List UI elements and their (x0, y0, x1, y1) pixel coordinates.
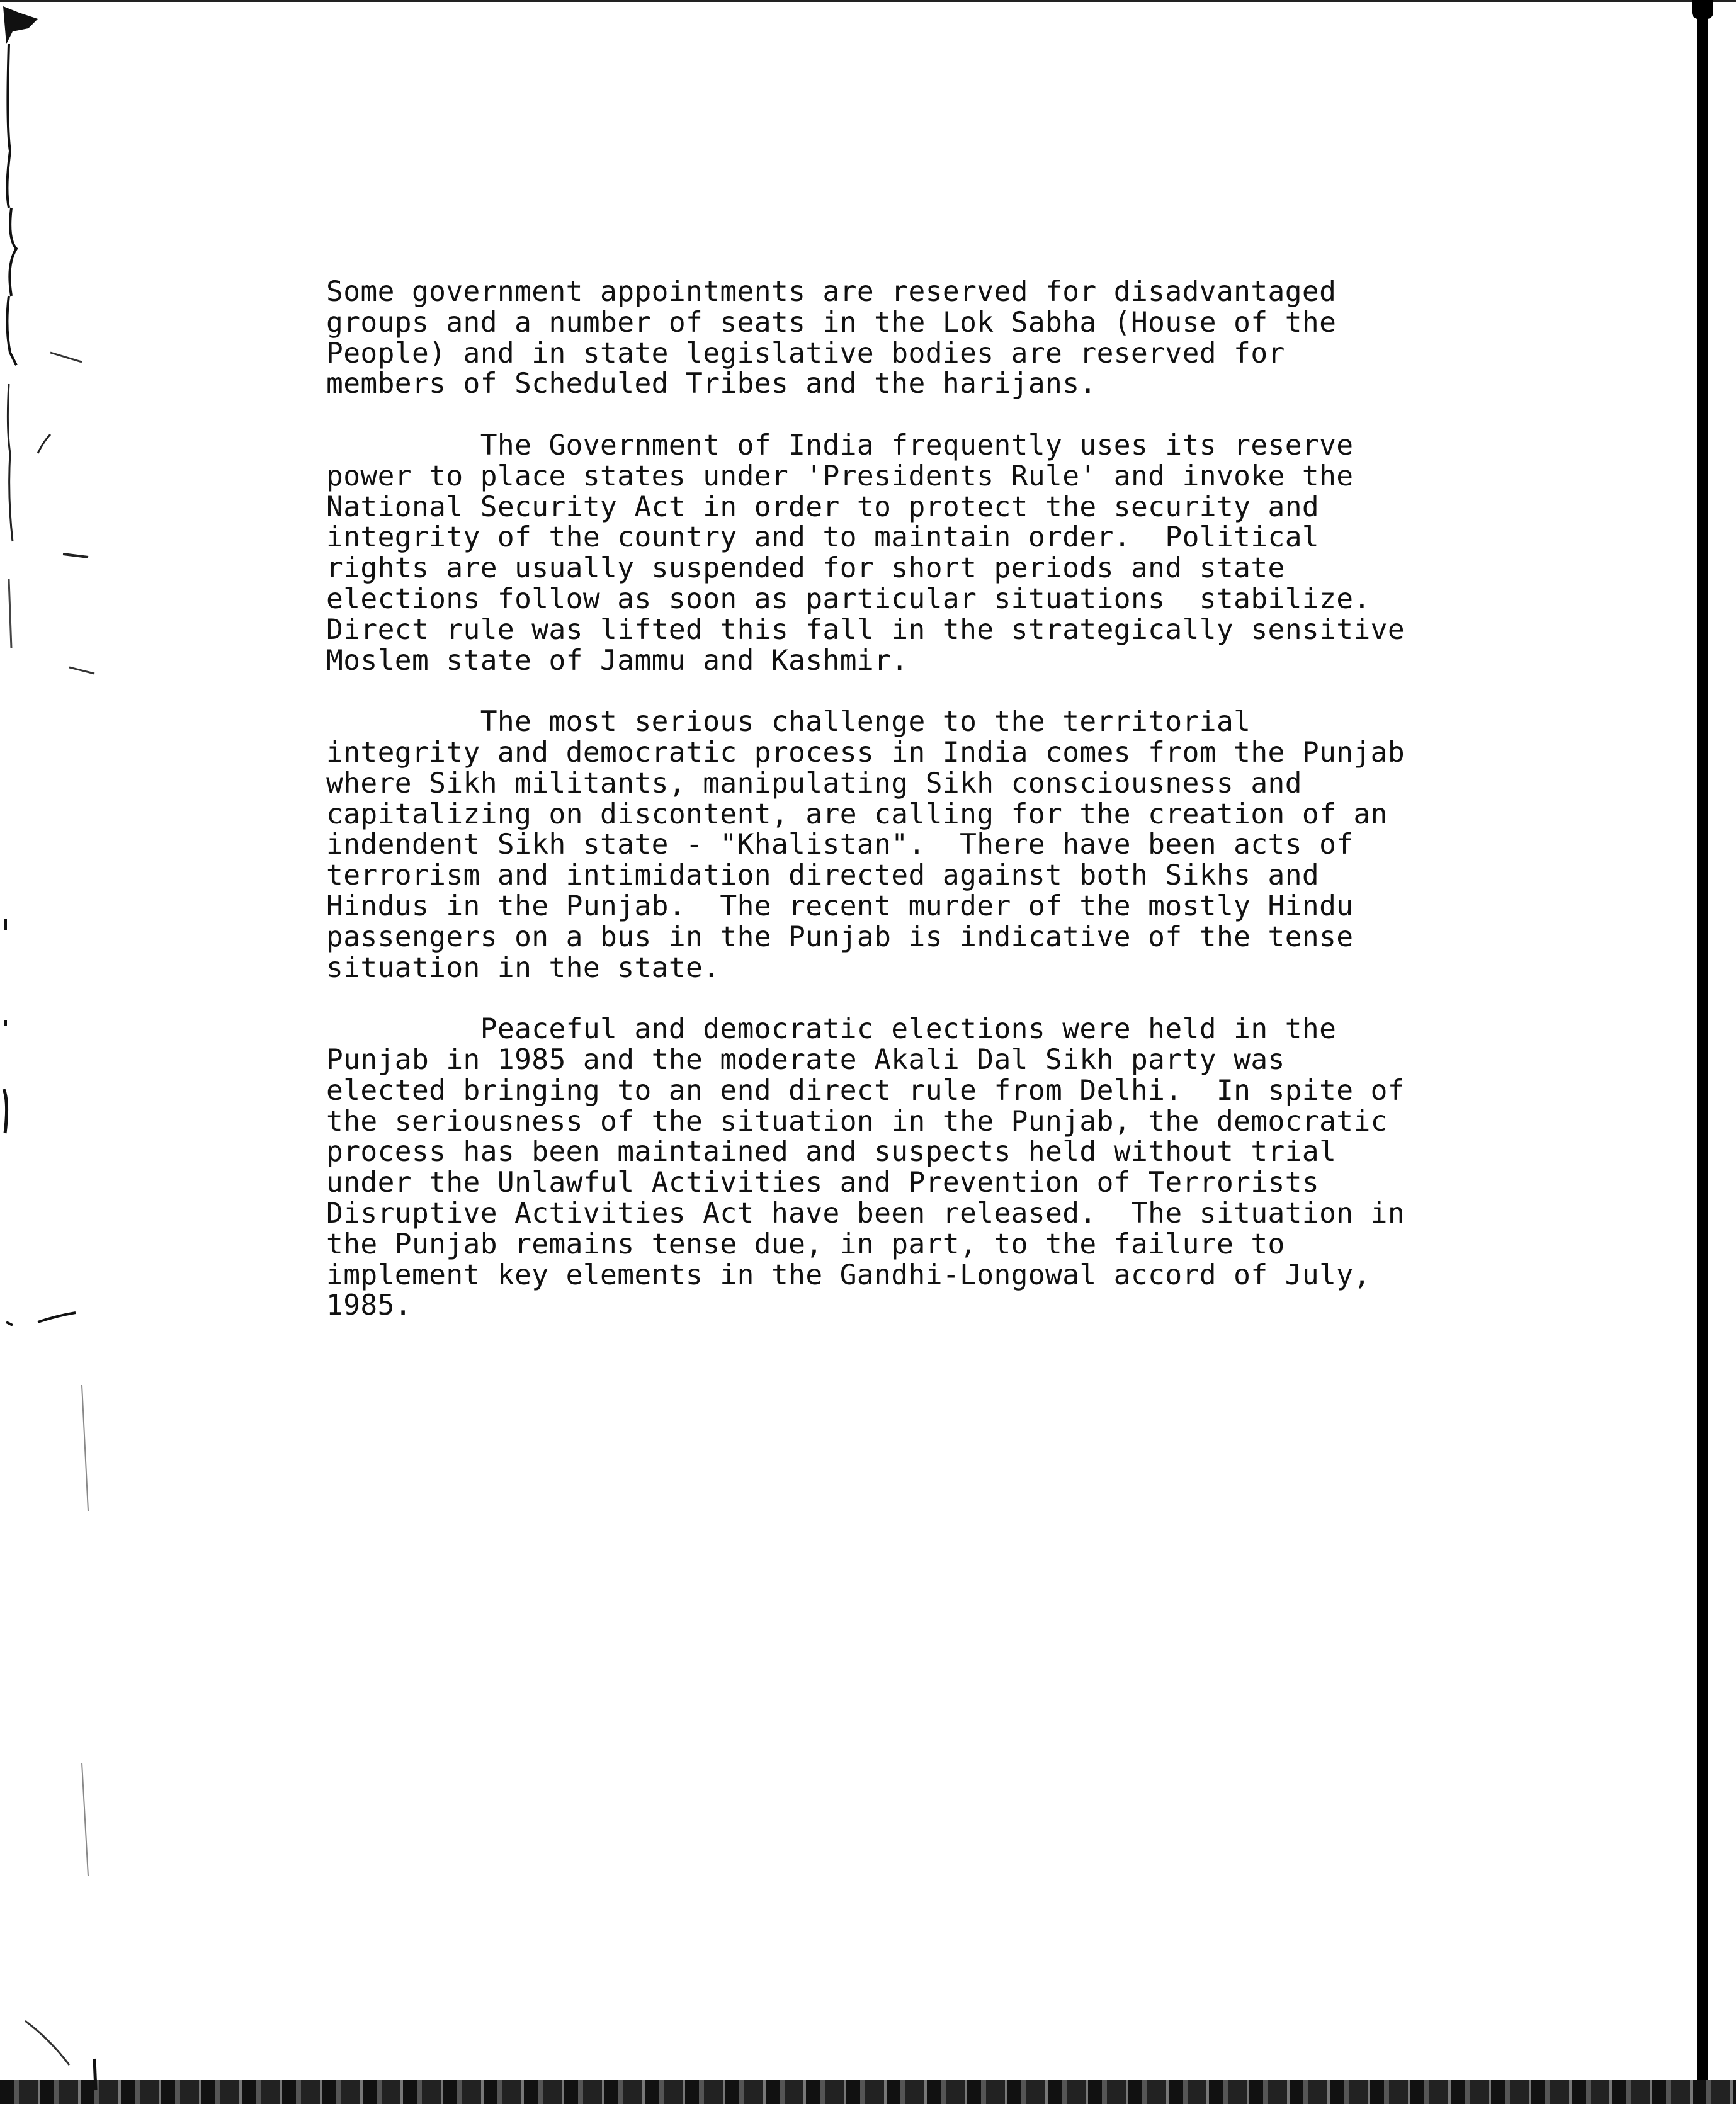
text-line: elected bringing to an end direct rule from Delhi. In spite of (326, 1074, 1405, 1107)
text-line: integrity and democratic process in India comes from the Punjab (326, 736, 1405, 769)
text-line: process has been maintained and suspects held without trial (326, 1136, 1337, 1168)
text-line: implement key elements in the Gandhi-Longowal accord of July, (326, 1258, 1371, 1291)
binding-marks (0, 0, 107, 2104)
text-line: the Punjab remains tense due, in part, to the failure to (326, 1228, 1285, 1260)
text-line: capitalizing on discontent, are calling for the creation of an (326, 798, 1388, 830)
text-line: People) and in state legislative bodies are reserved for (326, 337, 1285, 370)
text-line: elections follow as soon as particular situations stabilize. (326, 582, 1371, 615)
text-line: The Government of India frequently uses its reserve (326, 429, 1354, 461)
text-line: 1985. (326, 1289, 412, 1322)
text-line: Direct rule was lifted this fall in the strategically sensitive (326, 613, 1405, 646)
text-line: rights are usually suspended for short periods and state (326, 552, 1285, 585)
text-line: terrorism and intimidation directed against both Sikhs and (326, 859, 1320, 892)
text-line: integrity of the country and to maintain order. Political (326, 521, 1320, 554)
text-line: the seriousness of the situation in the Punjab, the democratic (326, 1105, 1388, 1138)
text-line: indendent Sikh state - "Khalistan". There have been acts of (326, 829, 1354, 861)
paragraph-4 (326, 1014, 1523, 1321)
text-line: groups and a number of seats in the Lok Sabha (House of the (326, 306, 1337, 339)
text-line: Punjab in 1985 and the moderate Akali Dal Sikh party was (326, 1043, 1285, 1076)
text-line: under the Unlawful Activities and Prevention of Terrorists (326, 1167, 1320, 1199)
scan-top-edge (0, 0, 1736, 2)
scan-right-edge (1697, 6, 1708, 2084)
paragraph-3 (326, 707, 1523, 983)
text-line: Peaceful and democratic elections were held in the (326, 1013, 1337, 1046)
paragraph-2 (326, 431, 1523, 676)
paragraph-1 (326, 277, 1523, 400)
text-line: situation in the state. (326, 951, 720, 984)
text-line: Disruptive Activities Act have been released. The situation in (326, 1197, 1405, 1230)
text-line: where Sikh militants, manipulating Sikh consciousness and (326, 767, 1302, 800)
scan-bottom-edge (0, 2080, 1736, 2104)
text-line: passengers on a bus in the Punjab is indicative of the tense (326, 920, 1354, 953)
text-line: power to place states under 'Presidents Rule' and invoke the (326, 460, 1354, 492)
document-body (326, 277, 1523, 1352)
text-line: The most serious challenge to the territorial (326, 706, 1251, 738)
text-line: Some government appointments are reserved for disadvantaged (326, 276, 1337, 308)
text-line: National Security Act in order to protect the security and (326, 490, 1320, 523)
text-line: Hindus in the Punjab. The recent murder of the mostly Hindu (326, 890, 1354, 922)
text-line: Moslem state of Jammu and Kashmir. (326, 644, 909, 677)
text-line: members of Scheduled Tribes and the harijans. (326, 368, 1097, 400)
